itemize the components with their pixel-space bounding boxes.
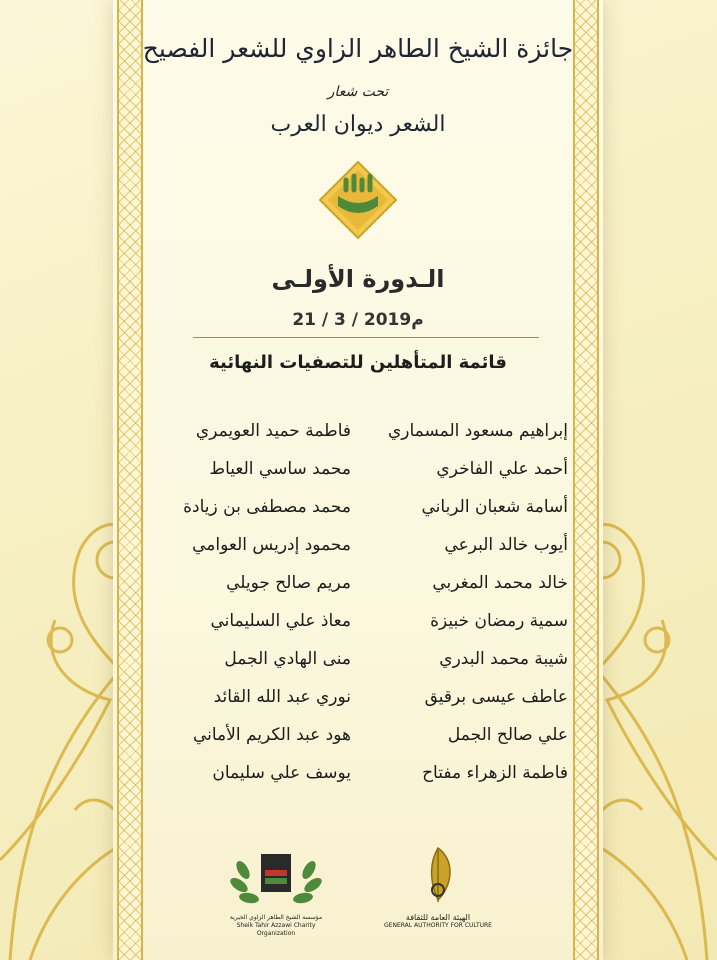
finalist-name: أحمد علي الفاخري: [436, 459, 568, 479]
charity-name-en: Sheik Tahir Azzawi Charity Organization: [236, 922, 316, 937]
laurel-icon: [221, 840, 331, 910]
edition-cycle: الـدورة الأولـى: [271, 265, 445, 293]
culture-authority-logo: [383, 840, 493, 940]
charity-name-ar: مؤسسة الشيخ الطاهر الزاوي الخيرية: [229, 914, 323, 921]
finalist-name: خالد محمد المغربي: [432, 573, 568, 593]
finalist-name: فاطمة حميد العويمري: [195, 421, 351, 441]
divider-line: [193, 337, 539, 338]
under-slogan-label: تحت شعار: [327, 84, 389, 100]
names-column-right: [355, 412, 578, 792]
finalist-name: عاطف عيسى برقيق: [424, 687, 568, 707]
finalist-name: فاطمة الزهراء مفتاح: [422, 763, 568, 783]
prize-logo-icon: [318, 160, 398, 240]
finalist-name: نوري عبد الله القائد: [213, 687, 351, 707]
finalist-name: علي صالح الجمل: [447, 725, 568, 745]
finalist-name: منى الهادي الجمل: [224, 649, 351, 669]
finalists-list: [138, 412, 578, 792]
list-title: قائمة المتأهلين للتصفيات النهائية: [209, 352, 507, 373]
finalist-name: سمية رمضان خبيزة: [430, 611, 568, 631]
finalist-name: إبراهيم مسعود المسماري: [387, 421, 568, 441]
finalist-name: معاذ علي السليماني: [210, 611, 351, 631]
certificate-panel: [113, 0, 603, 960]
finalist-name: يوسف علي سليمان: [212, 763, 351, 783]
slogan: الشعر ديوان العرب: [270, 112, 446, 137]
finalist-name: محمد مصطفى بن زيادة: [183, 497, 351, 517]
edition-date: 21 / 3 / 2019م: [292, 310, 424, 330]
culture-authority-name-en: GENERAL AUTHORITY FOR CULTURE: [384, 922, 492, 929]
finalist-name: أسامة شعبان الرباني: [421, 497, 568, 517]
finalist-name: شيبة محمد البدري: [439, 649, 568, 669]
feather-quill-icon: [383, 840, 493, 910]
finalist-name: هود عبد الكريم الأماني: [192, 725, 351, 745]
culture-authority-name-ar: الهيئة العامة للثقافة: [405, 913, 471, 922]
finalist-name: مريم صالح جويلي: [226, 573, 351, 593]
finalist-name: محمد ساسي العياط: [209, 459, 351, 479]
charity-organization-logo: [221, 840, 331, 940]
finalist-name: محمود إدريس العوامي: [192, 535, 351, 555]
prize-title: جائزة الشيخ الطاهر الزاوي للشعر الفصيح: [142, 34, 574, 63]
names-column-left: [138, 412, 355, 792]
finalist-name: أيوب خالد البرعي: [444, 535, 568, 555]
